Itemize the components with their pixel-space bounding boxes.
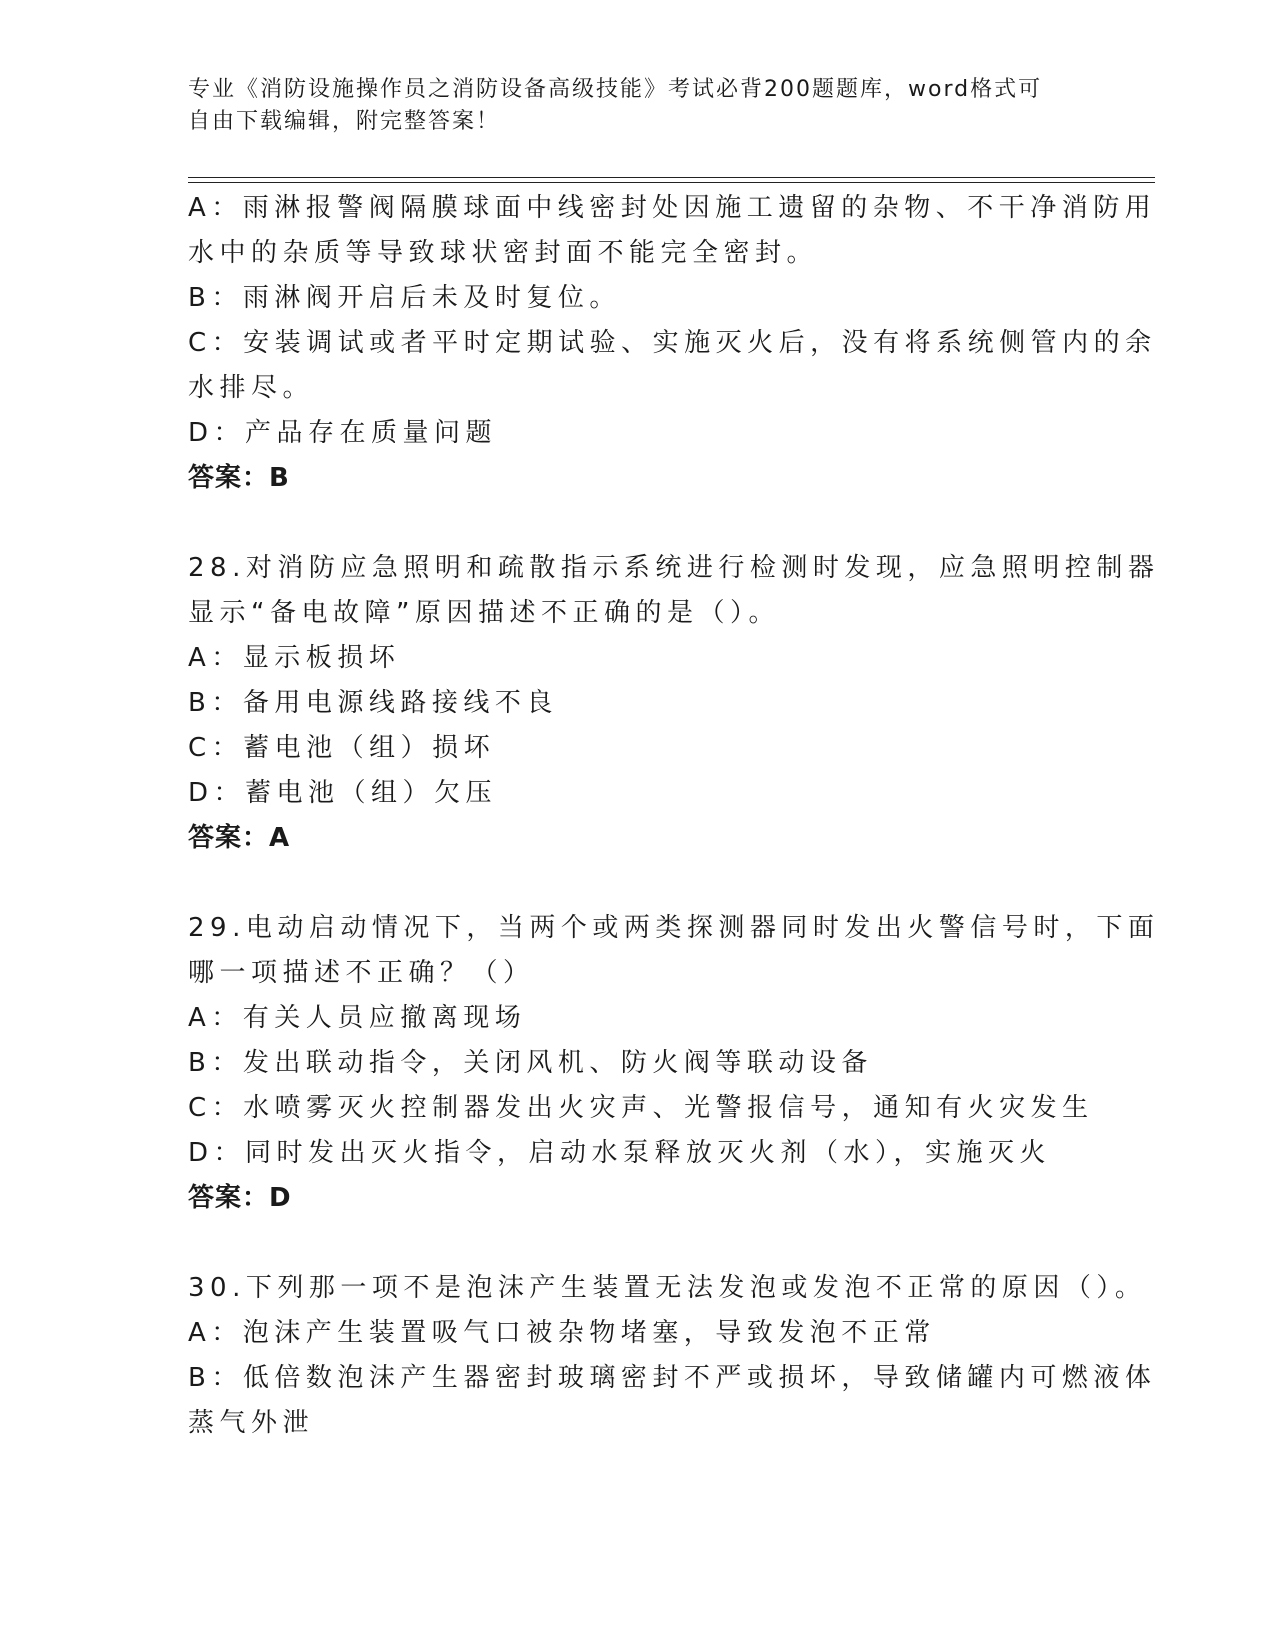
- q28-option-c: C：蓄电池（组）损坏: [188, 733, 496, 763]
- header-divider: [188, 177, 1155, 183]
- q27-option-b: B：雨淋阀开启后未及时复位。: [188, 283, 621, 313]
- q27-answer: 答案：B: [188, 463, 290, 493]
- q28-answer: 答案：A: [188, 823, 291, 853]
- spacer: [188, 501, 1088, 546]
- header-line-1: 专业《消防设施操作员之消防设备高级技能》考试必背200题题库，word格式可: [188, 77, 1043, 102]
- q29-stem-line-2: 哪一项描述不正确？（）: [188, 958, 535, 988]
- q28-option-a: A：显示板损坏: [188, 643, 401, 673]
- q28-option-b: B：备用电源线路接线不良: [188, 688, 558, 718]
- q29-option-c: C：水喷雾灭火控制器发出火灾声、光警报信号，通知有火灾发生: [188, 1093, 1094, 1123]
- q30-option-b-line-2: 蒸气外泄: [188, 1408, 315, 1438]
- q28-stem-line-1: 28.对消防应急照明和疏散指示系统进行检测时发现，应急照明控制器: [188, 553, 1160, 583]
- q29-option-d: D：同时发出灭火指令，启动水泵释放灭火剂（水），实施灭火: [188, 1138, 1052, 1168]
- q27-option-a-line-1: A：雨淋报警阀隔膜球面中线密封处因施工遗留的杂物、不干净消防用: [188, 193, 1157, 223]
- q29-option-a: A：有关人员应撤离现场: [188, 1003, 527, 1033]
- q29-option-b: B：发出联动指令，关闭风机、防火阀等联动设备: [188, 1048, 873, 1078]
- q30-option-a: A：泡沫产生装置吸气口被杂物堵塞，导致发泡不正常: [188, 1318, 936, 1348]
- q27-option-c-line-2: 水排尽。: [188, 373, 315, 403]
- question-content: [188, 186, 1160, 1446]
- q28-option-d: D：蓄电池（组）欠压: [188, 778, 498, 808]
- q29-stem-line-1: 29.电动启动情况下，当两个或两类探测器同时发出火警信号时，下面: [188, 913, 1160, 943]
- q27-option-d: D：产品存在质量问题: [188, 418, 498, 448]
- q29-answer: 答案：D: [188, 1183, 292, 1213]
- q30-option-b-line-1: B：低倍数泡沫产生器密封玻璃密封不严或损坏，导致储罐内可燃液体: [188, 1363, 1157, 1393]
- header-line-2: 自由下载编辑，附完整答案！: [188, 109, 501, 134]
- q28-stem-line-2: 显示“备电故障”原因描述不正确的是（）。: [188, 598, 780, 628]
- spacer: [188, 1221, 1088, 1266]
- q27-option-c-line-1: C：安装调试或者平时定期试验、实施灭火后，没有将系统侧管内的余: [188, 328, 1157, 358]
- spacer: [188, 861, 1088, 906]
- q30-stem: 30.下列那一项不是泡沫产生装置无法发泡或发泡不正常的原因（）。: [188, 1273, 1147, 1303]
- page-header: [188, 74, 1068, 138]
- q27-option-a-line-2: 水中的杂质等导致球状密封面不能完全密封。: [188, 238, 819, 268]
